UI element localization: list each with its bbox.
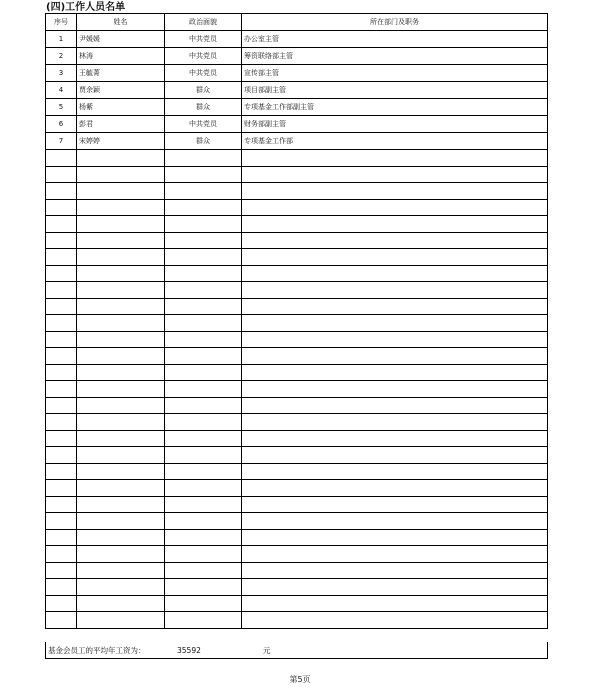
cell-name: 杨紫 xyxy=(77,99,165,116)
cell-political-status xyxy=(165,183,242,200)
cell-name xyxy=(77,364,165,381)
cell-department-position xyxy=(242,364,548,381)
cell-department-position xyxy=(242,579,548,596)
cell-department-position xyxy=(242,331,548,348)
table-row xyxy=(46,99,548,116)
cell-name xyxy=(77,249,165,266)
cell-seq xyxy=(46,282,77,299)
cell-department-position xyxy=(242,463,548,480)
cell-seq xyxy=(46,612,77,629)
cell-political-status xyxy=(165,397,242,414)
cell-department-position xyxy=(242,612,548,629)
cell-name: 彭君 xyxy=(77,116,165,133)
cell-department-position xyxy=(242,265,548,282)
table-row xyxy=(46,447,548,464)
table-row xyxy=(46,496,548,513)
cell-name xyxy=(77,579,165,596)
cell-political-status xyxy=(165,331,242,348)
table-row xyxy=(46,298,548,315)
cell-department-position xyxy=(242,546,548,563)
cell-political-status: 中共党员 xyxy=(165,116,242,133)
cell-seq xyxy=(46,183,77,200)
cell-political-status xyxy=(165,480,242,497)
cell-seq xyxy=(46,430,77,447)
cell-political-status xyxy=(165,216,242,233)
cell-name: 尹媛媛 xyxy=(77,31,165,48)
cell-name xyxy=(77,546,165,563)
cell-department-position xyxy=(242,216,548,233)
cell-seq xyxy=(46,480,77,497)
cell-seq: 5 xyxy=(46,99,77,116)
table-row xyxy=(46,430,548,447)
cell-political-status xyxy=(165,199,242,216)
table-row xyxy=(46,265,548,282)
cell-name xyxy=(77,562,165,579)
cell-department-position: 专项基金工作部副主管 xyxy=(242,99,548,116)
cell-seq: 2 xyxy=(46,48,77,65)
cell-seq xyxy=(46,397,77,414)
table-header-row xyxy=(46,14,548,31)
cell-department-position: 宣传部主管 xyxy=(242,65,548,82)
cell-department-position xyxy=(242,249,548,266)
cell-seq xyxy=(46,463,77,480)
cell-name xyxy=(77,480,165,497)
table-row xyxy=(46,166,548,183)
table-body xyxy=(46,31,548,629)
cell-seq xyxy=(46,529,77,546)
cell-seq xyxy=(46,199,77,216)
cell-name xyxy=(77,529,165,546)
cell-department-position xyxy=(242,150,548,167)
cell-political-status xyxy=(165,348,242,365)
cell-department-position: 专项基金工作部 xyxy=(242,133,548,150)
cell-seq xyxy=(46,513,77,530)
table-row xyxy=(46,546,548,563)
table-row xyxy=(46,116,548,133)
cell-political-status xyxy=(165,562,242,579)
cell-department-position xyxy=(242,529,548,546)
table-row xyxy=(46,480,548,497)
cell-department-position xyxy=(242,595,548,612)
cell-seq xyxy=(46,216,77,233)
cell-department-position xyxy=(242,513,548,530)
cell-name xyxy=(77,430,165,447)
cell-political-status xyxy=(165,381,242,398)
cell-name xyxy=(77,463,165,480)
cell-name xyxy=(77,216,165,233)
cell-political-status xyxy=(165,150,242,167)
table-row xyxy=(46,31,548,48)
cell-department-position xyxy=(242,430,548,447)
cell-seq xyxy=(46,315,77,332)
cell-political-status: 群众 xyxy=(165,82,242,99)
table-row xyxy=(46,282,548,299)
cell-name xyxy=(77,348,165,365)
cell-name xyxy=(77,315,165,332)
cell-department-position xyxy=(242,315,548,332)
header-political-status: 政治面貌 xyxy=(165,14,242,31)
cell-political-status xyxy=(165,595,242,612)
cell-department-position xyxy=(242,166,548,183)
cell-seq xyxy=(46,447,77,464)
cell-seq xyxy=(46,496,77,513)
cell-name xyxy=(77,298,165,315)
average-salary-label: 基金会员工的平均年工资为： xyxy=(48,646,146,655)
cell-political-status: 中共党员 xyxy=(165,48,242,65)
table-row xyxy=(46,595,548,612)
table-row xyxy=(46,397,548,414)
cell-name xyxy=(77,414,165,431)
cell-department-position: 办公室主管 xyxy=(242,31,548,48)
cell-department-position xyxy=(242,232,548,249)
cell-political-status xyxy=(165,232,242,249)
cell-political-status xyxy=(165,546,242,563)
header-department-position: 所在部门及职务 xyxy=(242,14,548,31)
cell-political-status: 群众 xyxy=(165,99,242,116)
table-row xyxy=(46,150,548,167)
cell-name xyxy=(77,183,165,200)
cell-seq xyxy=(46,546,77,563)
cell-seq: 7 xyxy=(46,133,77,150)
cell-department-position xyxy=(242,348,548,365)
cell-department-position: 财务部副主管 xyxy=(242,116,548,133)
cell-department-position xyxy=(242,562,548,579)
cell-name xyxy=(77,282,165,299)
cell-political-status xyxy=(165,166,242,183)
cell-department-position xyxy=(242,199,548,216)
cell-name xyxy=(77,150,165,167)
cell-seq xyxy=(46,381,77,398)
cell-political-status: 群众 xyxy=(165,133,242,150)
cell-political-status xyxy=(165,430,242,447)
cell-seq xyxy=(46,150,77,167)
staff-roster-table xyxy=(45,13,548,629)
table-row xyxy=(46,364,548,381)
cell-seq xyxy=(46,265,77,282)
cell-political-status xyxy=(165,463,242,480)
cell-political-status: 中共党员 xyxy=(165,65,242,82)
cell-name xyxy=(77,331,165,348)
cell-seq xyxy=(46,298,77,315)
cell-name xyxy=(77,496,165,513)
cell-seq xyxy=(46,562,77,579)
cell-seq xyxy=(46,249,77,266)
page-number: 第5页 xyxy=(289,675,311,684)
cell-seq xyxy=(46,166,77,183)
cell-seq xyxy=(46,579,77,596)
cell-name xyxy=(77,513,165,530)
cell-political-status xyxy=(165,282,242,299)
cell-department-position xyxy=(242,298,548,315)
average-salary-row xyxy=(45,642,548,659)
table-row xyxy=(46,414,548,431)
cell-name xyxy=(77,232,165,249)
cell-name xyxy=(77,265,165,282)
cell-political-status xyxy=(165,529,242,546)
cell-seq: 3 xyxy=(46,65,77,82)
cell-political-status xyxy=(165,249,242,266)
cell-political-status: 中共党员 xyxy=(165,31,242,48)
table-row xyxy=(46,579,548,596)
cell-political-status xyxy=(165,265,242,282)
table-row xyxy=(46,315,548,332)
cell-seq xyxy=(46,414,77,431)
cell-name xyxy=(77,199,165,216)
table-row xyxy=(46,331,548,348)
cell-political-status xyxy=(165,612,242,629)
cell-name xyxy=(77,595,165,612)
cell-seq xyxy=(46,348,77,365)
table-row xyxy=(46,133,548,150)
cell-name: 王毓菁 xyxy=(77,65,165,82)
table-row xyxy=(46,216,548,233)
cell-seq: 4 xyxy=(46,82,77,99)
cell-political-status xyxy=(165,364,242,381)
cell-seq xyxy=(46,331,77,348)
cell-department-position xyxy=(242,381,548,398)
cell-department-position xyxy=(242,397,548,414)
table-row xyxy=(46,249,548,266)
cell-department-position xyxy=(242,282,548,299)
table-row xyxy=(46,513,548,530)
cell-name xyxy=(77,447,165,464)
cell-seq xyxy=(46,364,77,381)
cell-seq xyxy=(46,232,77,249)
header-seq: 序号 xyxy=(46,14,77,31)
average-salary-unit: 元 xyxy=(263,646,271,655)
cell-department-position xyxy=(242,480,548,497)
cell-name: 林涛 xyxy=(77,48,165,65)
cell-department-position xyxy=(242,183,548,200)
table-row xyxy=(46,48,548,65)
cell-political-status xyxy=(165,298,242,315)
cell-name xyxy=(77,166,165,183)
cell-department-position xyxy=(242,447,548,464)
table-row xyxy=(46,612,548,629)
table-row xyxy=(46,183,548,200)
cell-name xyxy=(77,612,165,629)
section-title: (四)工作人员名单 xyxy=(46,2,126,13)
cell-department-position: 筹资联络部主管 xyxy=(242,48,548,65)
cell-political-status xyxy=(165,414,242,431)
cell-political-status xyxy=(165,496,242,513)
table-row xyxy=(46,381,548,398)
cell-department-position xyxy=(242,414,548,431)
average-salary-value: 35592 xyxy=(177,646,201,655)
cell-seq: 6 xyxy=(46,116,77,133)
cell-political-status xyxy=(165,579,242,596)
table-row xyxy=(46,348,548,365)
cell-seq xyxy=(46,595,77,612)
table-row xyxy=(46,232,548,249)
cell-political-status xyxy=(165,315,242,332)
table-row xyxy=(46,82,548,99)
cell-name xyxy=(77,397,165,414)
header-name: 姓名 xyxy=(77,14,165,31)
cell-name: 宋婷婷 xyxy=(77,133,165,150)
cell-seq: 1 xyxy=(46,31,77,48)
cell-department-position xyxy=(242,496,548,513)
table-row xyxy=(46,199,548,216)
table-row xyxy=(46,65,548,82)
cell-department-position: 项目部副主管 xyxy=(242,82,548,99)
cell-political-status xyxy=(165,513,242,530)
cell-name xyxy=(77,381,165,398)
table-row xyxy=(46,463,548,480)
table-row xyxy=(46,562,548,579)
cell-name: 贾余颖 xyxy=(77,82,165,99)
table-row xyxy=(46,529,548,546)
cell-political-status xyxy=(165,447,242,464)
